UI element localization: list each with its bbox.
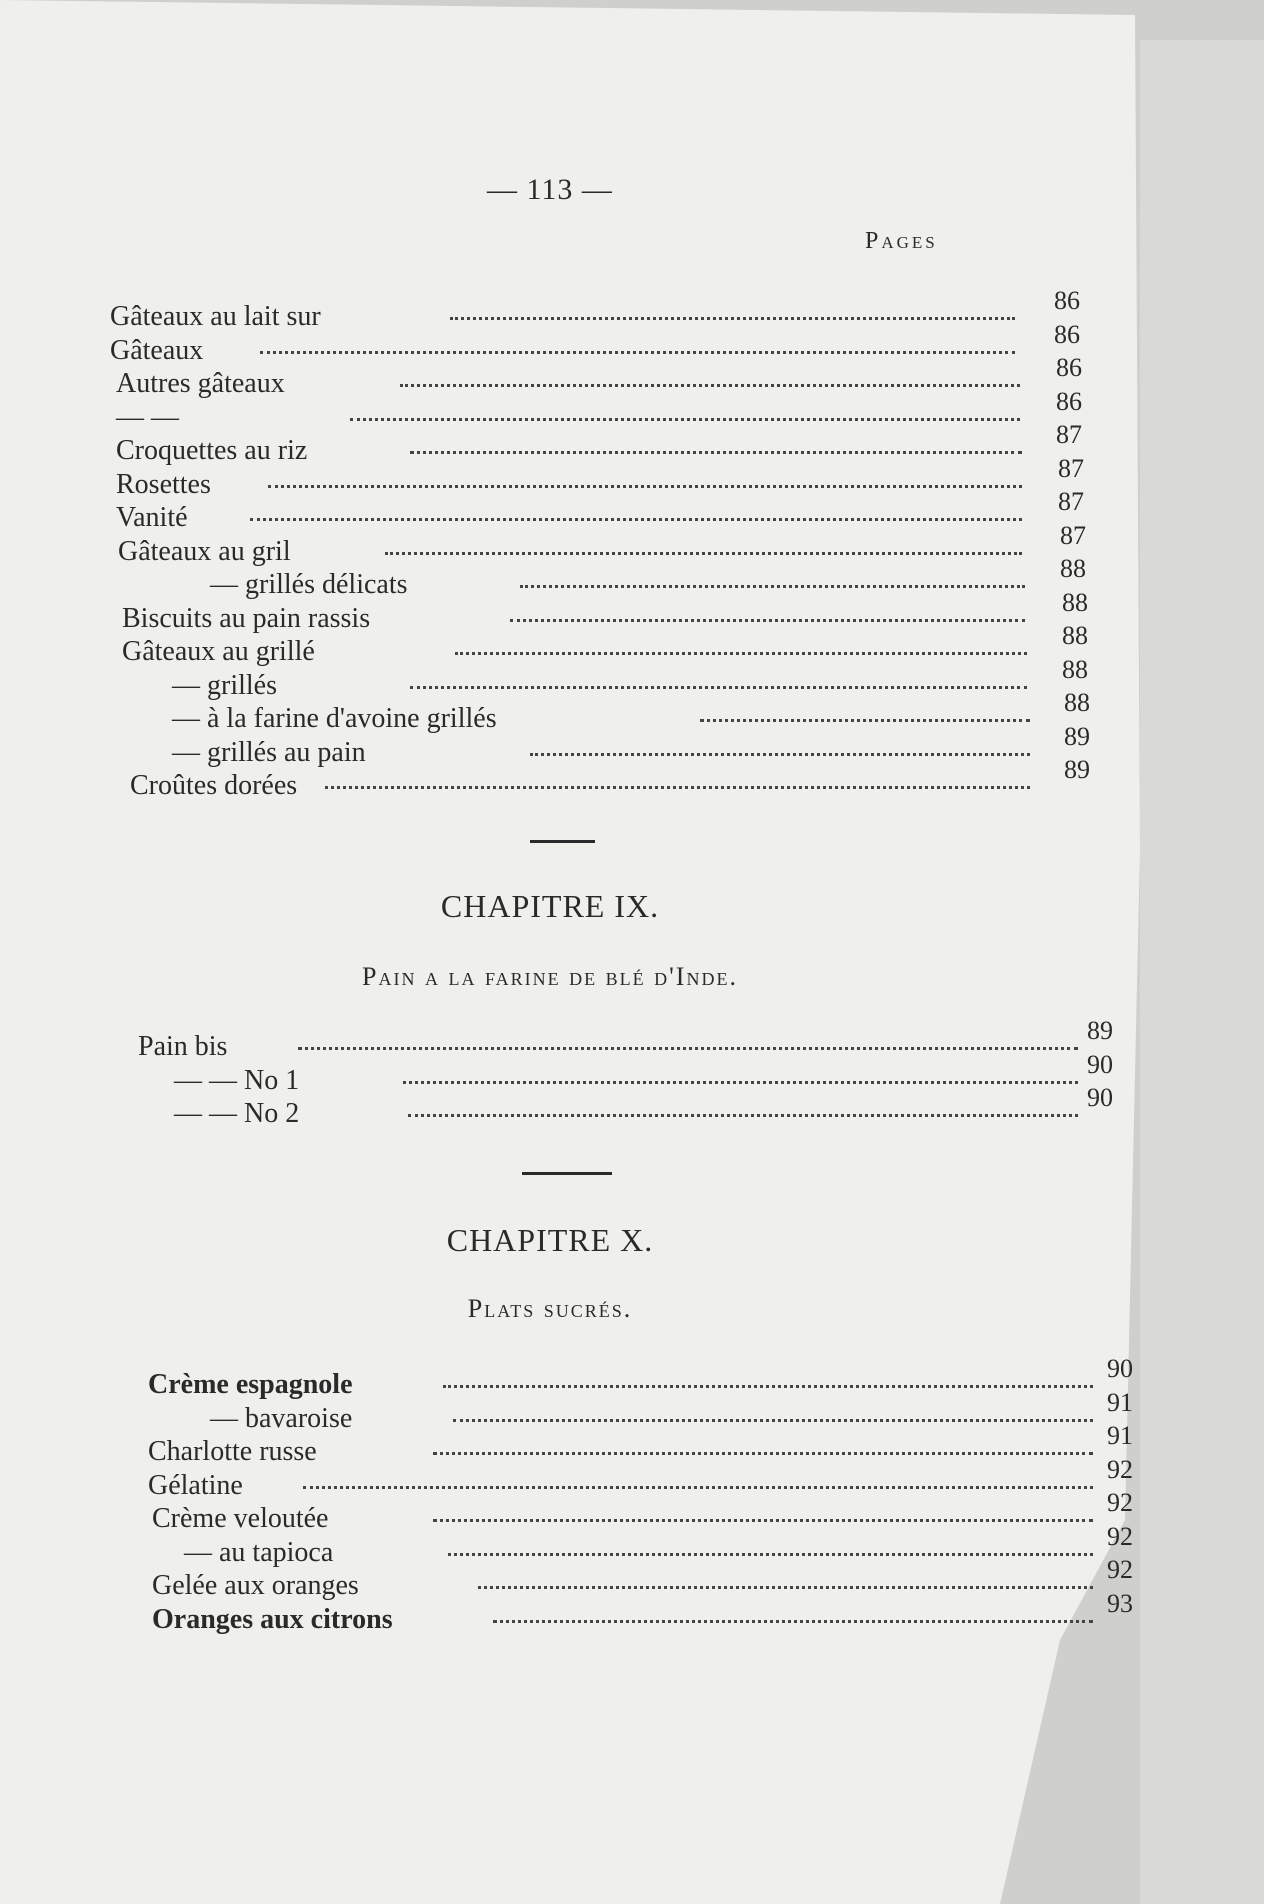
dot-leader [453,1419,1093,1422]
toc-entry [110,587,1088,636]
toc-entry [148,1488,1133,1536]
toc-entry-title: Gâteaux au gril [118,535,291,567]
toc-entry-title: Charlotte russe [148,1436,317,1467]
toc-entry [110,453,1084,502]
dot-leader [448,1553,1093,1556]
toc-entry [138,1083,1113,1131]
dot-leader [433,1519,1093,1522]
toc-entry-page: 88 [1064,688,1090,717]
toc-list-section-1 [110,286,1090,803]
toc-entry-page: 92 [1107,1454,1133,1484]
dot-leader [260,351,1015,354]
toc-entry [110,286,1080,334]
toc-entry-title: Pain bis [138,1031,228,1062]
toc-entry-page: 92 [1107,1488,1133,1517]
dot-leader [493,1620,1093,1623]
toc-entry-page: 92 [1107,1555,1133,1584]
toc-entry [110,721,1090,770]
section-divider [522,1172,612,1175]
chapter-9-heading: CHAPITRE IX. [440,888,660,924]
toc-entry-page: 87 [1056,420,1082,449]
dot-leader [478,1586,1093,1589]
toc-entry-title: Autres gâteaux [116,368,285,399]
pages-column-label: Pages [865,228,938,254]
dot-leader [433,1452,1093,1455]
toc-entry [148,1387,1133,1436]
toc-entry-title: — grillés [172,669,277,701]
toc-entry-title: Crème veloutée [152,1503,329,1534]
toc-entry-title: Croûtes dorées [130,770,298,801]
toc-entry-title: Biscuits au pain rassis [122,602,371,634]
toc-entry [110,554,1086,602]
toc-entry-title: — au tapioca [184,1536,334,1568]
toc-entry-page: 86 [1056,353,1082,382]
toc-entry-page: 88 [1062,621,1088,650]
dot-leader [450,317,1015,320]
toc-entry [148,1521,1133,1570]
toc-entry-title: — — No 1 [174,1064,300,1096]
toc-entry-page: 86 [1056,386,1082,416]
toc-entry-title: — — No 2 [174,1098,300,1129]
toc-entry-page: 89 [1087,1016,1113,1045]
dot-leader [455,652,1027,655]
toc-entry-title: Gâteaux [110,334,204,366]
chapter-10-subheading: Plats sucrés. [467,1294,633,1323]
dot-leader [298,1047,1078,1050]
dot-leader [408,1114,1078,1117]
chapter-10-heading: CHAPITRE X. [446,1222,654,1258]
toc-entry [110,420,1082,468]
toc-entry-page: 87 [1058,453,1084,483]
toc-entry [148,1588,1133,1637]
toc-entry [110,654,1088,703]
toc-entry-title: — — [116,401,179,433]
dot-leader [350,418,1020,421]
toc-entry-page: 87 [1060,520,1086,550]
toc-entry-title: — grillés au pain [172,736,366,768]
dot-leader [530,753,1030,756]
toc-entry [110,755,1090,803]
toc-entry-page: 87 [1058,487,1084,516]
toc-entry-page: 88 [1062,654,1088,684]
toc-entry [110,319,1080,368]
dot-leader [325,786,1030,789]
dot-leader [303,1486,1093,1489]
page-number: — 113 — [487,173,613,206]
toc-list-chapter-9 [138,1016,1113,1131]
dot-leader [250,518,1022,521]
dot-leader [510,619,1025,622]
toc-entry-title: — bavaroise [210,1402,353,1434]
dot-leader [268,485,1022,488]
dot-leader [520,585,1025,588]
toc-entry-page: 89 [1064,721,1090,751]
toc-entry-title: Gélatine [148,1469,243,1501]
toc-entry [138,1049,1113,1098]
toc-entry-title: Vanité [116,502,188,533]
toc-entry-page: 90 [1107,1354,1133,1383]
toc-entry-title: Croquettes au riz [116,435,308,466]
toc-entry [110,621,1088,669]
toc-entry-page: 90 [1087,1083,1113,1112]
toc-entry-title: Crème espagnole [148,1369,353,1400]
dot-leader [385,552,1022,555]
toc-list-chapter-10 [148,1354,1133,1636]
toc-entry-title: Gelée aux oranges [152,1570,359,1601]
toc-entry [110,353,1082,401]
toc-entry-page: 90 [1087,1049,1113,1079]
toc-entry-title: Rosettes [116,468,211,500]
toc-entry-page: 88 [1060,554,1086,583]
dot-leader [443,1385,1093,1388]
dot-leader [700,719,1030,722]
dot-leader [403,1081,1078,1084]
dot-leader [410,451,1022,454]
toc-entry-title: Gâteaux au grillé [122,636,315,667]
toc-entry-page: 91 [1107,1387,1133,1417]
toc-entry-page: 89 [1064,755,1090,784]
dot-leader [410,686,1027,689]
toc-entry [148,1454,1133,1503]
section-divider [530,840,595,843]
toc-entry-title: — grillés délicats [210,569,408,600]
toc-entry-page: 91 [1107,1421,1133,1450]
toc-entry-title: Oranges aux citrons [152,1603,393,1635]
toc-entry-page: 92 [1107,1521,1133,1551]
toc-entry-title: Gâteaux au lait sur [110,301,321,332]
toc-entry-page: 86 [1054,286,1080,315]
toc-entry-page: 86 [1054,319,1080,349]
toc-entry [110,487,1084,535]
page-edge [1140,40,1264,1904]
toc-entry-title: — à la farine d'avoine grillés [172,703,497,734]
toc-entry-page: 93 [1107,1588,1133,1618]
toc-entry-page: 88 [1062,587,1088,617]
chapter-9-subheading: Pain a la farine de blé d'Inde. [362,962,738,991]
dot-leader [400,384,1020,387]
